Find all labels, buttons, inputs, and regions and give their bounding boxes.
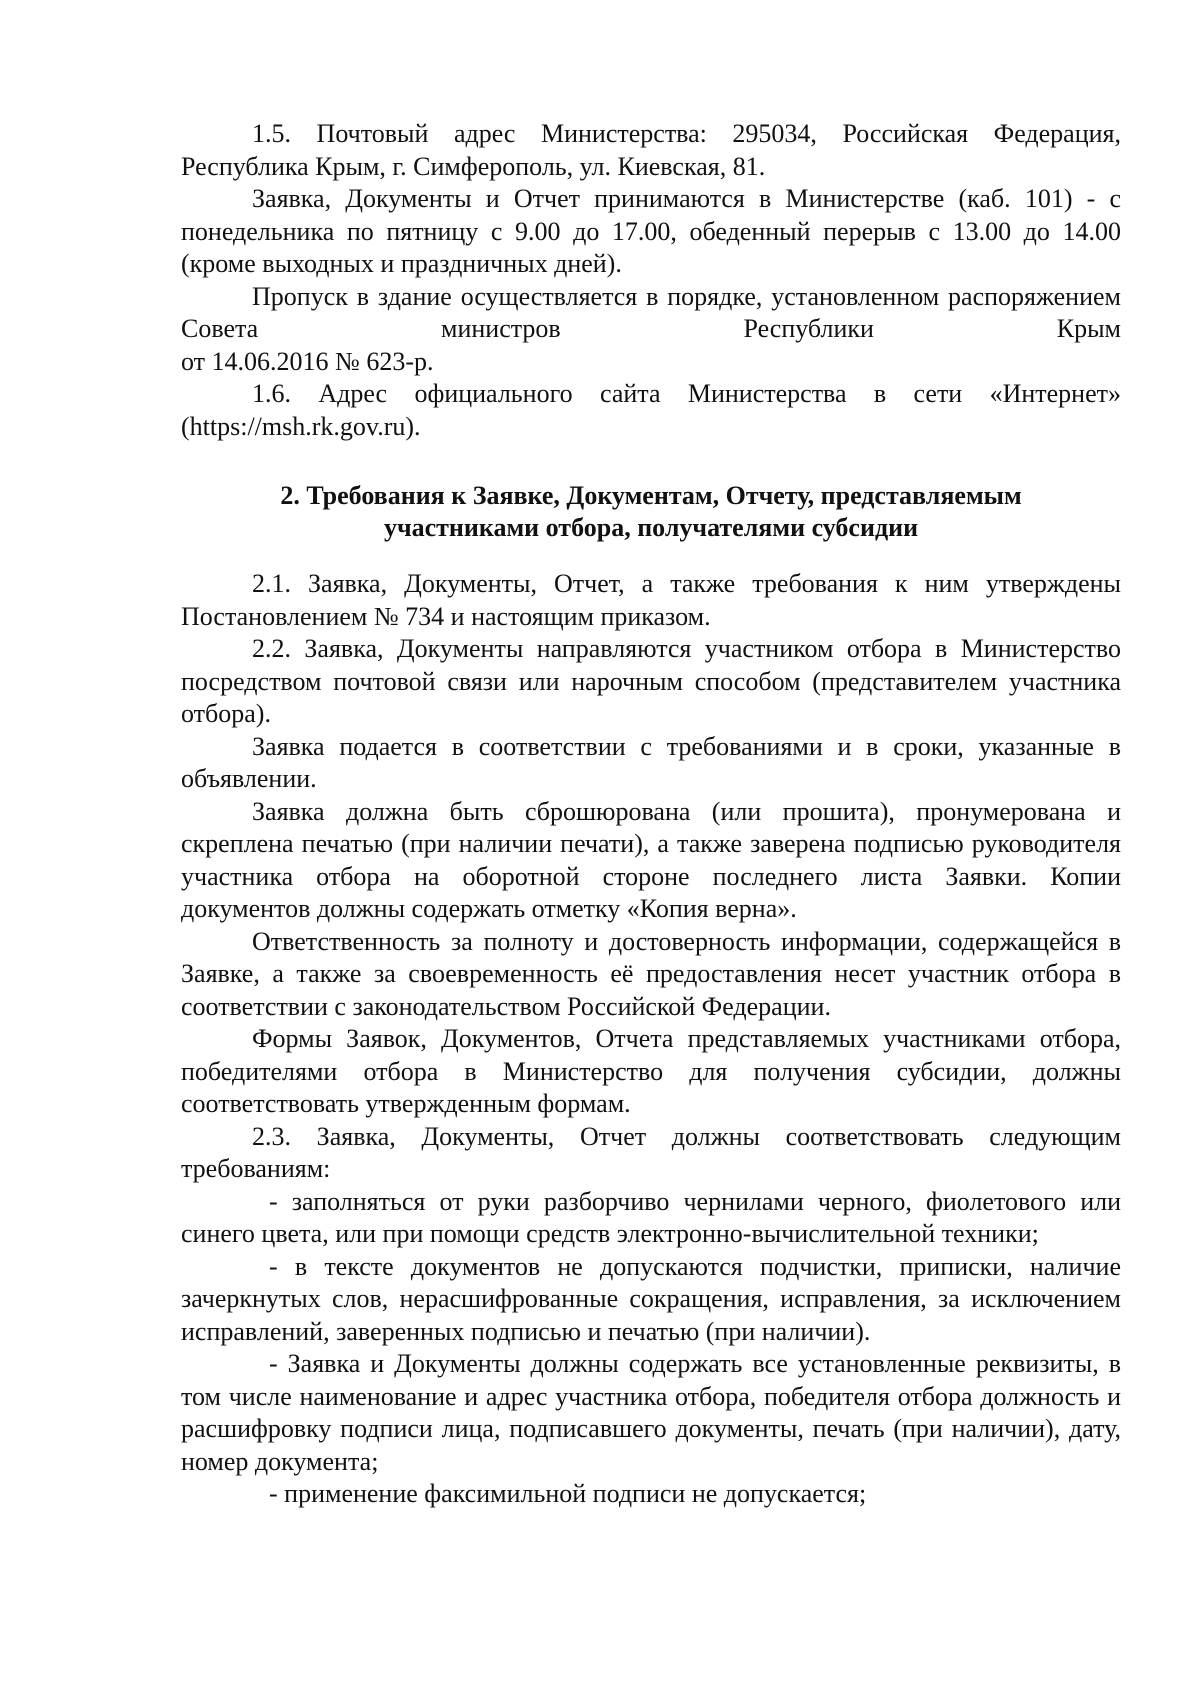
paragraph-application-deadline: Заявка подается в соответствии с требованиями и в сроки, указанные в объявлении.: [181, 731, 1121, 793]
paragraph-website: 1.6. Адрес официального сайта Министерства в сети «Интернет» (https://msh.rk.gov.ru).: [181, 379, 1121, 441]
list-item-no-corrections: - в тексте документов не допускаются подчистки, приписки, наличие зачеркнутых слов, нерасшифрованные сокращения, исправления, за исключением исправлений, заверенных подписью и печатью (при наличии).: [181, 1251, 1121, 1346]
list-item-handwriting: - заполняться от руки разборчиво чернилами черного, фиолетового или синего цвета, или при помощи средств электронно-вычислительной техники;: [181, 1186, 1121, 1248]
paragraph-building-access: Пропуск в здание осуществляется в порядке, установленном распоряжением Совета министров Республики Крым: [181, 281, 1121, 343]
paragraph-2-2: 2.2. Заявка, Документы направляются участником отбора в Министерство посредством почтовой связи или нарочным способом (представителем участника отбора).: [181, 634, 1121, 728]
section-2-heading: [181, 480, 1121, 544]
paragraph-2-3: 2.3. Заявка, Документы, Отчет должны соответствовать следующим требованиям:: [181, 1121, 1121, 1183]
paragraph-postal-address: 1.5. Почтовый адрес Министерства: 295034, Российская Федерация, Республика Крым, г. Симферополь, ул. Киевская, 81.: [181, 119, 1121, 181]
section-2-heading-line1: 2. Требования к Заявке, Документам, Отчету, представляемым: [280, 481, 1022, 510]
paragraph-forms: Формы Заявок, Документов, Отчета представляемых участниками отбора, победителями отбора в Министерство для получения субсидии, должны соответствовать утвержденным формам.: [181, 1024, 1121, 1118]
paragraph-2-1: 2.1. Заявка, Документы, Отчет, а также требования к ним утверждены Постановлением № 734 и настоящим приказом.: [181, 569, 1121, 631]
list-item-no-facsimile: - применение факсимильной подписи не допускается;: [269, 1479, 867, 1508]
paragraph-office-hours: Заявка, Документы и Отчет принимаются в Министерстве (каб. 101) - с понедельника по пятницу с 9.00 до 17.00, обеденный перерыв с 13.00 до 14.00 (кроме выходных и праздничных дней).: [181, 184, 1121, 278]
document-page: [181, 118, 1121, 1511]
list-item-requisites: - Заявка и Документы должны содержать все установленные реквизиты, в том числе наименование и адрес участника отбора, победителя отбора должность и расшифровку подписи лица, подписавшего документы, печать (при наличии), дату, номер документа;: [181, 1349, 1121, 1476]
section-2-heading-line2: участниками отбора, получателями субсидии: [383, 513, 919, 542]
paragraph-building-access-date: от 14.06.2016 № 623-р.: [181, 346, 434, 376]
paragraph-binding-requirements: Заявка должна быть сброшюрована (или прошита), пронумерована и скреплена печатью (при наличии печати), а также заверена подписью руководителя участника отбора на оборотной стороне последнего листа Заявки. Копии документов должны содержать отметку «Копия верна».: [181, 796, 1121, 923]
paragraph-responsibility: Ответственность за полноту и достоверность информации, содержащейся в Заявке, а также за своевременность её предоставления несет участник отбора в соответствии с законодательством Российской Федерации.: [181, 926, 1121, 1021]
